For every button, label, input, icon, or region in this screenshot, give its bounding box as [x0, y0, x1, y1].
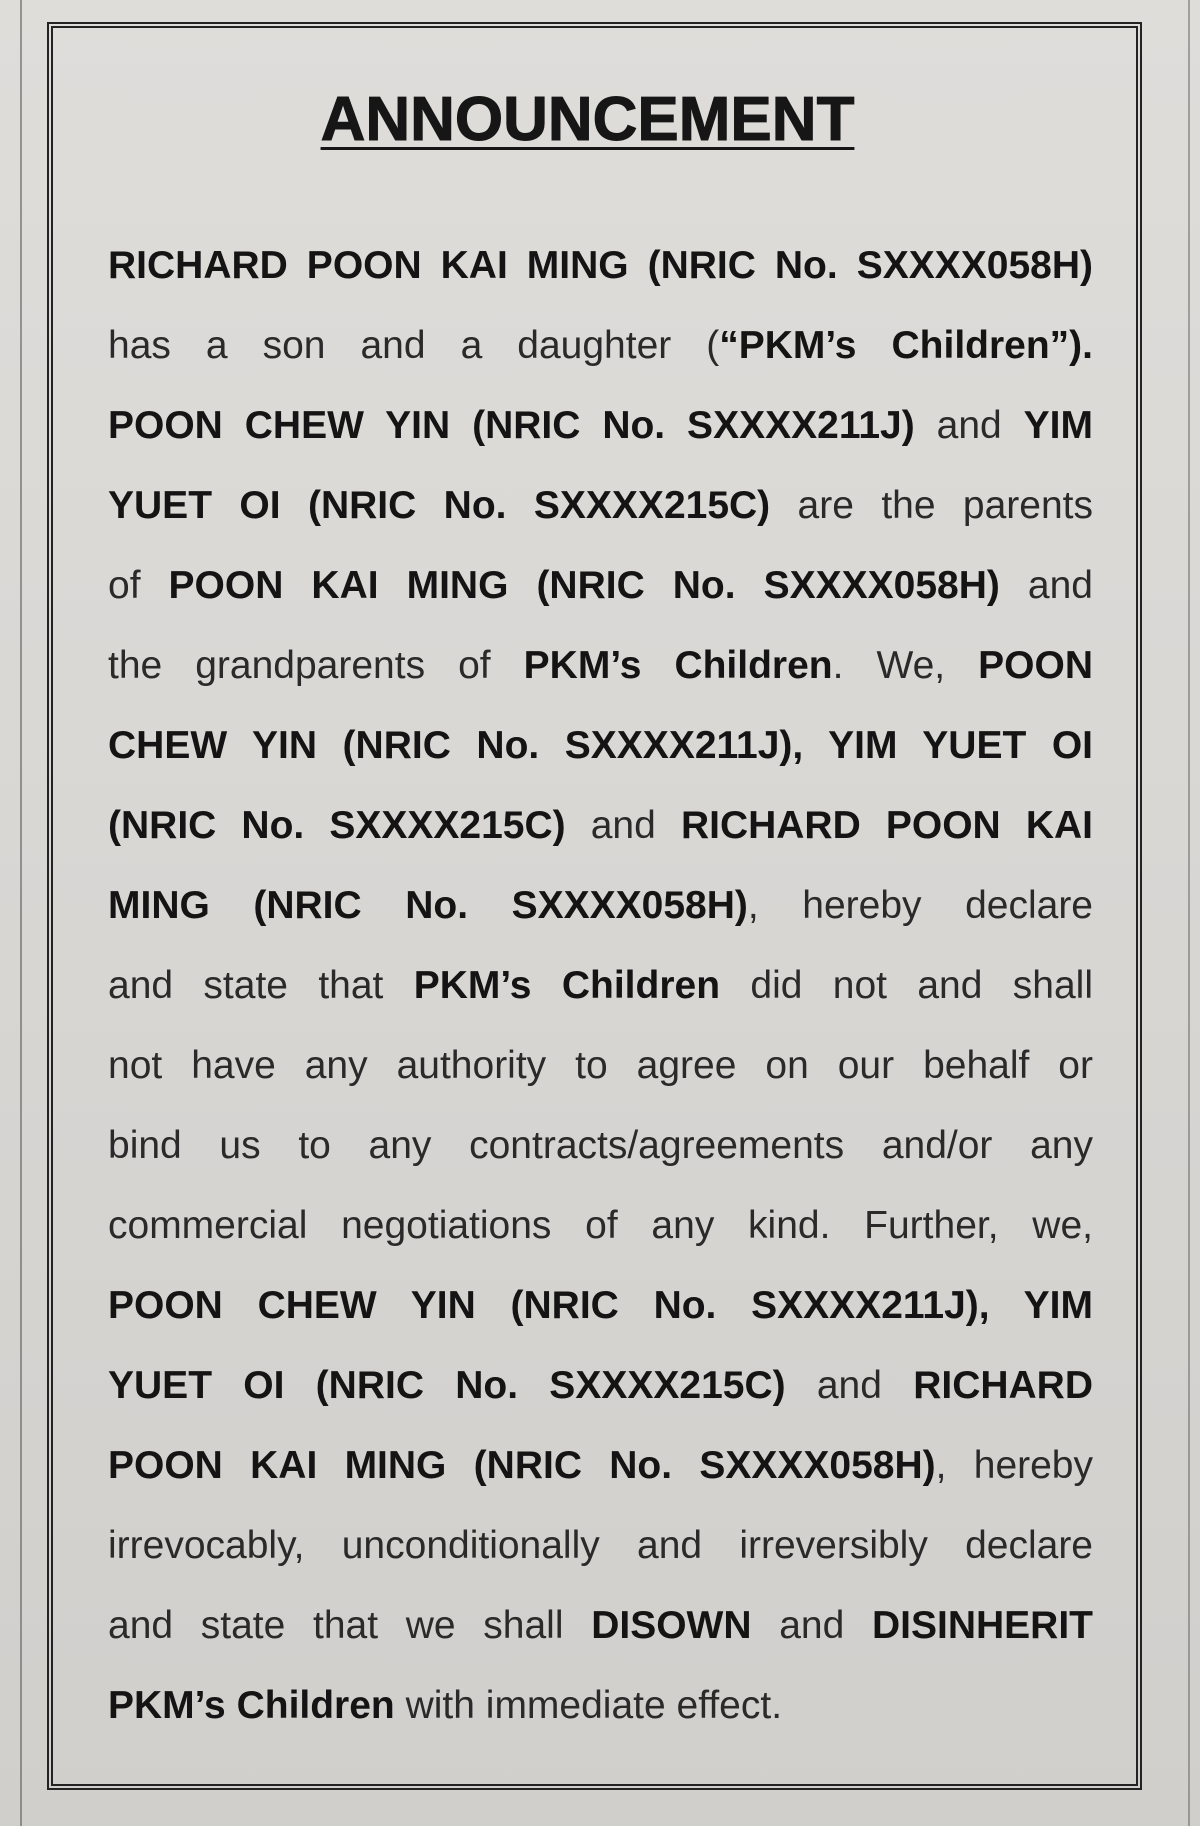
regular-text: and	[914, 404, 1024, 447]
regular-text: of	[108, 564, 169, 607]
announcement-line	[108, 706, 1093, 786]
regular-text: did not and shall	[720, 964, 1093, 1007]
regular-text: with immediate effect.	[394, 1684, 783, 1727]
announcement-line	[108, 466, 1093, 546]
bold-text: RICHARD	[913, 1364, 1094, 1407]
regular-text: commercial negotiations of any kind. Further, we,	[108, 1204, 1093, 1247]
bold-text: PKM’s Children	[413, 964, 721, 1007]
bold-text: YUET OI (NRIC No. SXXXX215C)	[108, 484, 771, 527]
bold-text: RICHARD POON KAI MING (NRIC No. SXXXX058H)	[108, 244, 1093, 287]
announcement-line	[108, 1266, 1093, 1346]
announcement-line	[108, 1666, 1093, 1746]
announcement-line	[108, 1346, 1093, 1426]
announcement-line	[108, 626, 1093, 706]
regular-text: not have any authority to agree on our behalf or	[108, 1044, 1093, 1087]
announcement-line	[108, 866, 1093, 946]
announcement-line	[108, 1506, 1093, 1586]
regular-text: , hereby declare	[747, 884, 1093, 927]
bold-text: RICHARD POON KAI	[680, 804, 1093, 847]
announcement-line	[108, 1186, 1093, 1266]
announcement-line	[108, 386, 1093, 466]
regular-text: and	[785, 1364, 914, 1407]
column-rule-right	[1188, 0, 1190, 1826]
announcement-line	[108, 1586, 1093, 1666]
bold-text: PKM’s Children	[523, 644, 833, 687]
bold-text: CHEW YIN (NRIC No. SXXXX211J), YIM YUET OI	[108, 724, 1093, 767]
regular-text: and	[999, 564, 1093, 607]
announcement-line	[108, 226, 1093, 306]
bold-text: DISINHERIT	[871, 1604, 1093, 1647]
announcement-line	[108, 946, 1093, 1026]
regular-text: and	[751, 1604, 872, 1647]
regular-text: the grandparents of	[108, 644, 524, 687]
bold-text: POON KAI MING (NRIC No. SXXXX058H)	[168, 564, 1000, 607]
announcement-line	[108, 786, 1093, 866]
announcement-line	[108, 1426, 1093, 1506]
announcement-title: ANNOUNCEMENT	[320, 85, 855, 154]
bold-text: POON KAI MING (NRIC No. SXXXX058H)	[108, 1444, 936, 1487]
bold-text: YUET OI (NRIC No. SXXXX215C)	[108, 1364, 786, 1407]
bold-text: YIM	[1023, 404, 1093, 447]
regular-text: bind us to any contracts/agreements and/or any	[108, 1124, 1093, 1167]
regular-text: and state that we shall	[108, 1604, 592, 1647]
bold-text: MING (NRIC No. SXXXX058H)	[108, 884, 748, 927]
announcement-line	[108, 1106, 1093, 1186]
bold-text: DISOWN	[591, 1604, 752, 1647]
regular-text: irrevocably, unconditionally and irreversibly declare	[108, 1524, 1093, 1567]
bold-text: “PKM’s Children”).	[719, 324, 1094, 367]
announcement-line	[108, 546, 1093, 626]
announcement-line	[108, 1026, 1093, 1106]
bold-text: PKM’s Children	[108, 1684, 395, 1727]
announcement-heading	[40, 85, 1135, 155]
regular-text: , hereby	[935, 1444, 1093, 1487]
bold-text: POON	[978, 644, 1094, 687]
regular-text: and	[565, 804, 681, 847]
announcement-body	[108, 226, 1093, 1746]
bold-text: (NRIC No. SXXXX215C)	[108, 804, 566, 847]
bold-text: POON CHEW YIN (NRIC No. SXXXX211J), YIM	[108, 1284, 1093, 1327]
regular-text: and state that	[108, 964, 414, 1007]
regular-text: has a son and a daughter (	[108, 324, 720, 367]
column-rule-left	[20, 0, 22, 1826]
regular-text: are the parents	[770, 484, 1094, 527]
regular-text: . We,	[832, 644, 979, 687]
announcement-line	[108, 306, 1093, 386]
bold-text: POON CHEW YIN (NRIC No. SXXXX211J)	[108, 404, 915, 447]
